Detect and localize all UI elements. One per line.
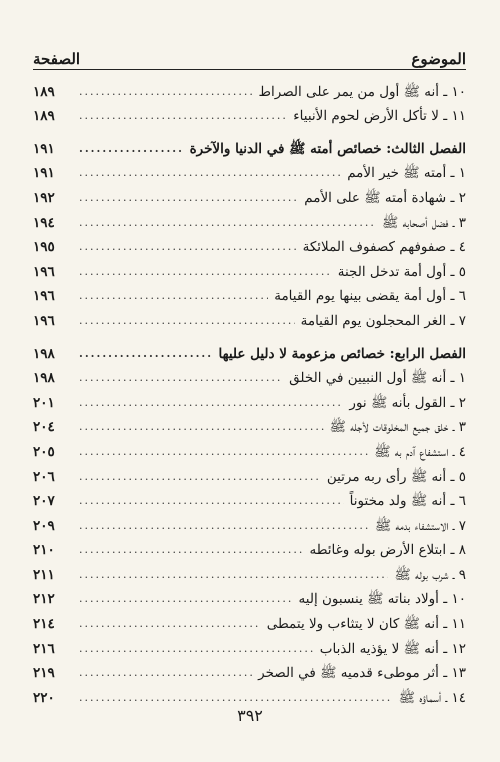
dot-leader (79, 140, 184, 158)
toc-entry-page: ٢١٤ (33, 616, 55, 633)
toc-entry-title: ٩ ـ شرب بوله ﷺ (394, 566, 466, 583)
toc-entry-page: ١٩٨ (33, 345, 55, 362)
dot-leader (79, 541, 303, 559)
toc-entry-page: ٢١٠ (33, 542, 55, 559)
toc-entry (33, 281, 466, 306)
dot-leader (79, 468, 321, 486)
toc-entry-page: ١٩٥ (33, 239, 55, 256)
toc-entry (33, 76, 466, 101)
toc-entry-page: ١٩٤ (33, 214, 55, 231)
toc-entry-page: ١٩١ (33, 140, 55, 157)
toc-entry-title: ١١ ـ لا تأكل الأرض لحوم الأنبياء (293, 108, 466, 125)
toc-entry (33, 682, 466, 707)
dot-leader (79, 369, 283, 387)
dot-leader (79, 345, 212, 363)
toc-entry-title: ٥ ـ أنه ﷺ رأى ربه مرتين (326, 468, 466, 485)
dot-leader (79, 566, 388, 584)
toc-entry-title: ٣ ـ فضل أصحابه ﷺ (382, 214, 466, 231)
toc-entry (33, 559, 466, 584)
dot-leader (79, 492, 344, 510)
toc-entry (33, 486, 466, 511)
toc-entry-page: ٢٠٥ (33, 443, 55, 460)
toc-entry-title: ٤ ـ صفوفهم كصفوف الملائكة (302, 239, 466, 256)
toc-entry (33, 608, 466, 633)
toc-entry-page: ٢١١ (33, 566, 55, 583)
toc-entry (33, 101, 466, 126)
toc-entry (33, 633, 466, 658)
dot-leader (79, 238, 297, 256)
toc-entry-page: ١٨٩ (33, 83, 55, 100)
toc-entry-title: ٢ ـ شهادة أمته ﷺ على الأمم (304, 189, 466, 206)
dot-leader (79, 664, 252, 682)
toc-entry-page: ١٩١ (33, 165, 55, 182)
toc-entry-title: ٨ ـ ابتلاع الأرض بوله وغائطه (309, 542, 466, 559)
toc-entry-title: ١١ ـ أنه ﷺ كان لا يتثاءب ولا يتمطى (266, 616, 466, 633)
toc-entry-page: ١٩٦ (33, 288, 55, 305)
toc-header (33, 44, 466, 68)
dot-leader (79, 615, 261, 633)
toc-entry-title: ١ ـ أنه ﷺ أول النبيين في الخلق (289, 370, 466, 387)
toc-entry (33, 535, 466, 560)
toc-entry-title: ٤ ـ استشفاع آدم به ﷺ (374, 443, 466, 460)
toc-entry (33, 256, 466, 281)
toc-chapter-heading (33, 133, 466, 158)
toc-entry-title: ١٣ ـ أثر موطىء قدميه ﷺ في الصخر (258, 665, 466, 682)
toc-entry-page: ١٩٨ (33, 370, 55, 387)
toc-entry (33, 412, 466, 437)
toc-list (33, 76, 466, 707)
toc-entry-title: ٢ ـ القول بأنه ﷺ نور (349, 394, 466, 411)
toc-entry (33, 232, 466, 257)
toc-entry-title: ٣ ـ خلق جميع المخلوقات لأجله ﷺ (329, 419, 466, 436)
toc-entry-page: ٢٠٧ (33, 493, 55, 510)
toc-entry (33, 158, 466, 183)
toc-entry-title: ٦ ـ أنه ﷺ ولد مختوناً (349, 493, 466, 510)
dot-leader (79, 689, 393, 707)
toc-entry-title: ١٤ ـ أسماؤه ﷺ (398, 689, 466, 706)
toc-entry-title: ١٢ ـ أنه ﷺ لا يؤذيه الذباب (319, 640, 466, 657)
toc-entry-title: ٧ ـ الاستشفاء بدمه ﷺ (374, 517, 466, 534)
dot-leader (79, 312, 295, 330)
toc-entry (33, 182, 466, 207)
toc-entry-title: ٥ ـ أول أمة تدخل الجنة (337, 263, 466, 280)
toc-entry (33, 363, 466, 388)
topic-column-label: الموضوع (411, 50, 466, 68)
dot-leader (79, 214, 376, 232)
dot-leader (79, 189, 298, 207)
toc-entry (33, 461, 466, 486)
toc-entry (33, 207, 466, 232)
toc-entry-title: الفصل الثالث: خصائص أمته ﷺ في الدنيا والآخرة (189, 140, 466, 157)
toc-entry-title: ١٠ ـ أولاد بناته ﷺ ينسبون إليه (298, 591, 466, 608)
toc-entry-title: ٧ ـ الغر المحجلون يوم القيامة (300, 312, 466, 329)
dot-leader (79, 443, 368, 461)
dot-leader (79, 590, 293, 608)
dot-leader (79, 164, 341, 182)
toc-entry (33, 658, 466, 683)
dot-leader (79, 394, 343, 412)
toc-entry-page: ١٨٩ (33, 108, 55, 125)
dot-leader (79, 107, 287, 125)
dot-leader (79, 83, 253, 101)
toc-entry-title: الفصل الرابع: خصائص مزعومة لا دليل عليها (218, 345, 466, 362)
toc-entry-page: ١٩٦ (33, 263, 55, 280)
page-column-label: الصفحة (33, 50, 81, 68)
dot-leader (79, 418, 324, 436)
dot-leader (79, 640, 314, 658)
toc-entry-page: ٢٠١ (33, 394, 55, 411)
dot-leader (79, 287, 268, 305)
toc-entry-page: ٢٠٦ (33, 468, 55, 485)
toc-entry-title: ١ ـ أمته ﷺ خير الأمم (347, 165, 466, 182)
toc-entry (33, 436, 466, 461)
toc-entry-title: ١٠ ـ أنه ﷺ أول من يمر على الصراط (258, 83, 466, 100)
toc-entry-title: ٦ ـ أول أمة يقضى بينها يوم القيامة (274, 288, 466, 305)
header-divider (33, 69, 466, 70)
toc-entry-page: ٢١٦ (33, 640, 55, 657)
toc-entry (33, 584, 466, 609)
toc-entry (33, 305, 466, 330)
toc-entry-page: ٢١٩ (33, 665, 55, 682)
toc-entry-page: ٢١٢ (33, 591, 55, 608)
toc-entry (33, 510, 466, 535)
toc-entry-page: ٢٠٤ (33, 419, 55, 436)
toc-chapter-heading (33, 338, 466, 363)
toc-entry-page: ٢٠٩ (33, 517, 55, 534)
toc-entry-page: ١٩٦ (33, 312, 55, 329)
dot-leader (79, 263, 332, 281)
dot-leader (79, 517, 369, 535)
toc-entry-page: ٢٢٠ (33, 689, 55, 706)
page-number: ٣٩٢ (237, 706, 263, 725)
toc-entry-page: ١٩٢ (33, 189, 55, 206)
toc-entry (33, 387, 466, 412)
